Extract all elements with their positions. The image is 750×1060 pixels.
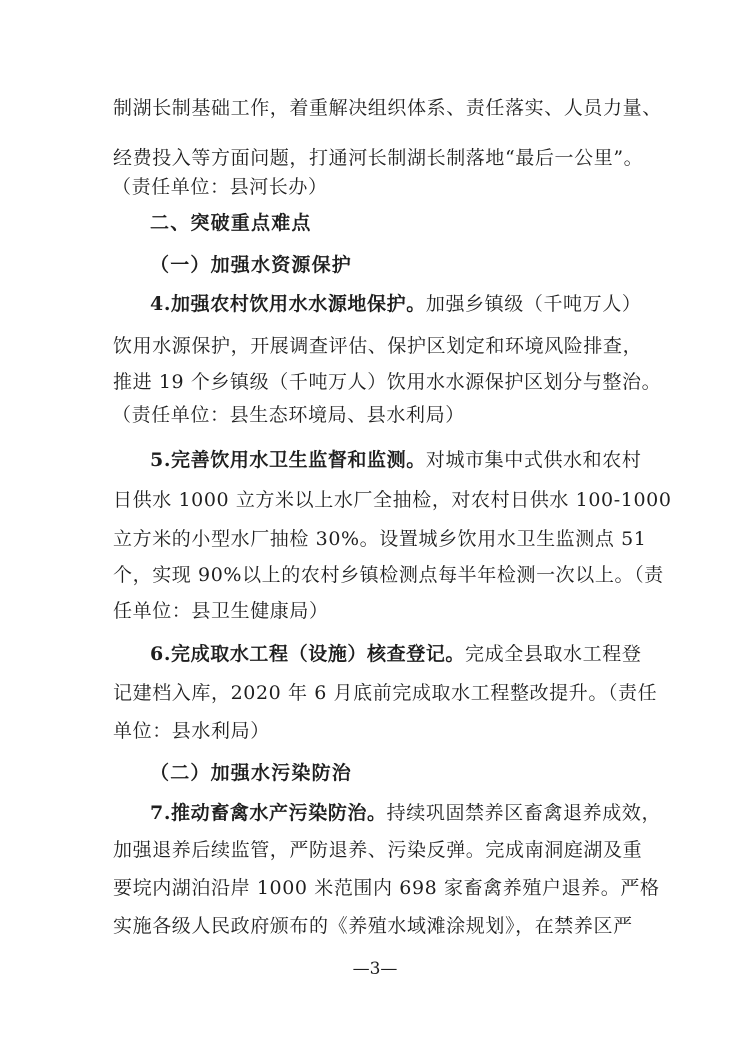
item-title: 7.推动畜禽水产污染防治。 <box>150 802 387 824</box>
section-heading: 二、突破重点难点 <box>150 212 312 234</box>
body-line: 制湖长制基础工作，着重解决组织体系、责任落实、人员力量、 <box>113 97 662 119</box>
body-line: 加强退养后续监管，严防退养、污染反弹。完成南洞庭湖及重 <box>113 839 643 861</box>
responsibility-line: （责任单位：县河长办） <box>112 176 328 198</box>
body-line: 推进 19 个乡镇级（千吨万人）饮用水水源保护区划分与整治。 <box>113 371 662 393</box>
body-line: 经费投入等方面问题，打通河长制湖长制落地“最后一公里”。 <box>113 147 644 169</box>
body-line: 任单位：县卫生健康局） <box>113 600 329 622</box>
body-line: 要垸内湖泊沿岸 1000 米范围内 698 家畜禽养殖户退养。严格 <box>113 877 660 899</box>
page-number: —3— <box>352 959 398 979</box>
body-line: 个，实现 90%以上的农村乡镇检测点每半年检测一次以上。（责 <box>113 564 664 586</box>
item-heading-line: 4.加强农村饮用水水源地保护。加强乡镇级（千吨万人） <box>150 293 642 315</box>
item-title: 5.完善饮用水卫生监督和监测。 <box>150 449 426 471</box>
item-title: 4.加强农村饮用水水源地保护。 <box>150 293 426 315</box>
item-heading-line: 6.完成取水工程（设施）核查登记。完成全县取水工程登 <box>150 643 642 665</box>
body-line: 立方米的小型水厂抽检 30%。设置城乡饮用水卫生监测点 51 <box>113 528 647 550</box>
item-heading-line: 5.完善饮用水卫生监督和监测。对城市集中式供水和农村 <box>150 449 642 471</box>
subsection-heading: （一）加强水资源保护 <box>150 254 353 276</box>
responsibility-line: （责任单位：县生态环境局、县水利局） <box>112 404 465 426</box>
body-line: 饮用水源保护，开展调查评估、保护区划定和环境风险排查， <box>113 335 643 357</box>
item-heading-line: 7.推动畜禽水产污染防治。持续巩固禁养区畜禽退养成效， <box>150 802 662 824</box>
body-line: 实施各级人民政府颁布的《养殖水域滩涂规划》，在禁养区严 <box>113 915 633 937</box>
subsection-heading: （二）加强水污染防治 <box>150 762 353 784</box>
item-title: 6.完成取水工程（设施）核查登记。 <box>150 643 466 665</box>
body-line: 日供水 1000 立方米以上水厂全抽检，对农村日供水 100-1000 <box>113 489 672 511</box>
body-line: 记建档入库，2020 年 6 月底前完成取水工程整改提升。（责任 <box>113 682 658 704</box>
body-line: 单位：县水利局） <box>113 720 270 742</box>
